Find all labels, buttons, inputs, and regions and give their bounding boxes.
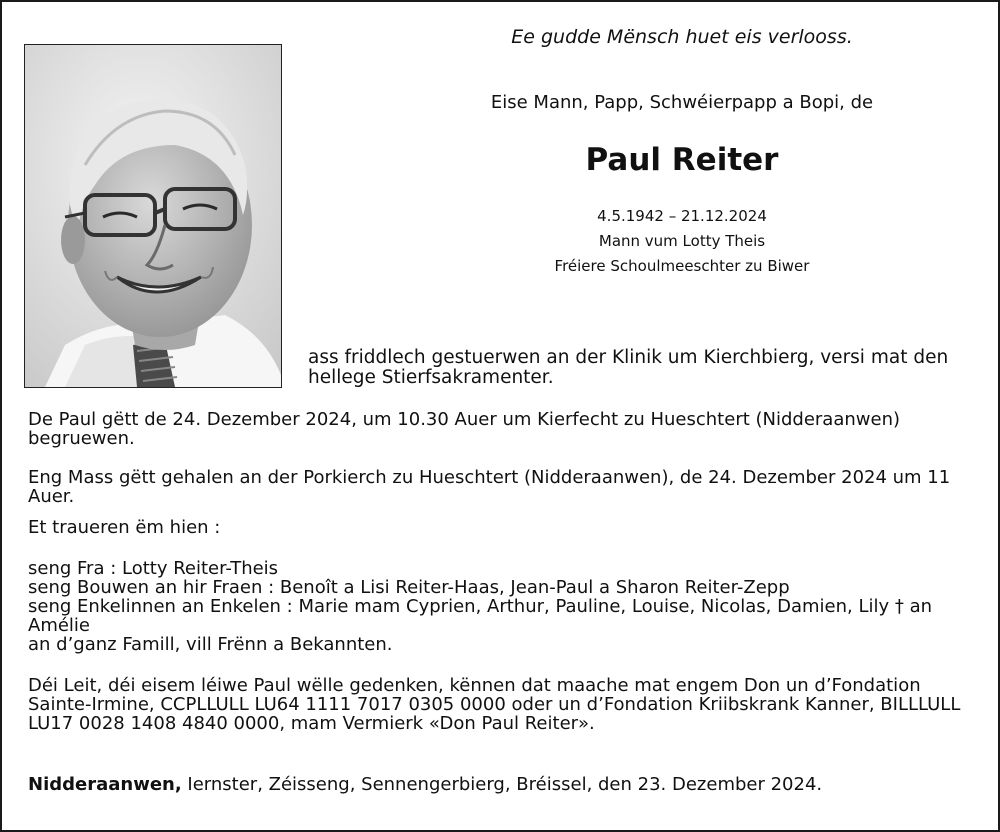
footer-rest: Iernster, Zéisseng, Sennengerbierg, Bréissel, den 23. Dezember 2024. bbox=[181, 774, 823, 795]
mourners-intro: Et traueren ëm hien : bbox=[28, 517, 221, 538]
spouse-line: Mann vum Lotty Theis bbox=[598, 232, 766, 250]
mourners-list bbox=[28, 559, 986, 654]
deceased-name: Paul Reiter bbox=[585, 142, 779, 178]
mourner-line: an d’ganz Famill, vill Frënn a Bekannten. bbox=[28, 634, 393, 655]
intro-line: Eise Mann, Papp, Schwéierpapp a Bopi, de bbox=[490, 92, 874, 113]
deceased-info bbox=[382, 204, 982, 279]
profession-line: Fréiere Schoulmeeschter zu Biwer bbox=[554, 257, 810, 275]
mourner-line: seng Enkelinnen an Enkelen : Marie mam Cyprien, Arthur, Pauline, Louise, Nicolas, Damien, Lily † an Amélie bbox=[28, 596, 933, 636]
passing-text: ass friddlech gestuerwen an der Klinik um Kierchbierg, versi mat den hellege Stierfsakramenter. bbox=[308, 347, 949, 388]
life-dates: 4.5.1942 – 21.12.2024 bbox=[597, 207, 767, 225]
mourner-line: seng Bouwen an hir Fraen : Benoît a Lisi Reiter-Haas, Jean-Paul a Sharon Reiter-Zepp bbox=[28, 577, 790, 598]
footer-line bbox=[28, 774, 986, 795]
mass-paragraph: Eng Mass gëtt gehalen an der Porkierch zu Hueschtert (Nidderaanwen), de 24. Dezember 2024 um 11 Auer. bbox=[28, 467, 951, 507]
tagline: Ee gudde Mënsch huet eis verlooss. bbox=[511, 26, 853, 48]
burial-paragraph: De Paul gëtt de 24. Dezember 2024, um 10.30 Auer um Kierfecht zu Hueschtert (Nidderaanwen) begruewen. bbox=[28, 409, 901, 449]
portrait-illustration bbox=[25, 45, 281, 387]
notice-body bbox=[28, 410, 986, 733]
donation-paragraph: Déi Leit, déi eisem léiwe Paul wëlle gedenken, kënnen dat maache mat engem Don un d’Fondation Sainte-Irmine, CCPLLULL LU64 1111 7017 0305 0000 oder un d’Fondation Kriibskrank Kanner, BILLLULL LU17 0028 1408 4840 0000, mam Vermierk «Don Paul Reiter». bbox=[28, 675, 961, 734]
footer-place: Nidderaanwen, bbox=[28, 774, 182, 795]
mourner-line: seng Fra : Lotty Reiter-Theis bbox=[28, 558, 279, 579]
portrait-photo bbox=[24, 44, 282, 388]
